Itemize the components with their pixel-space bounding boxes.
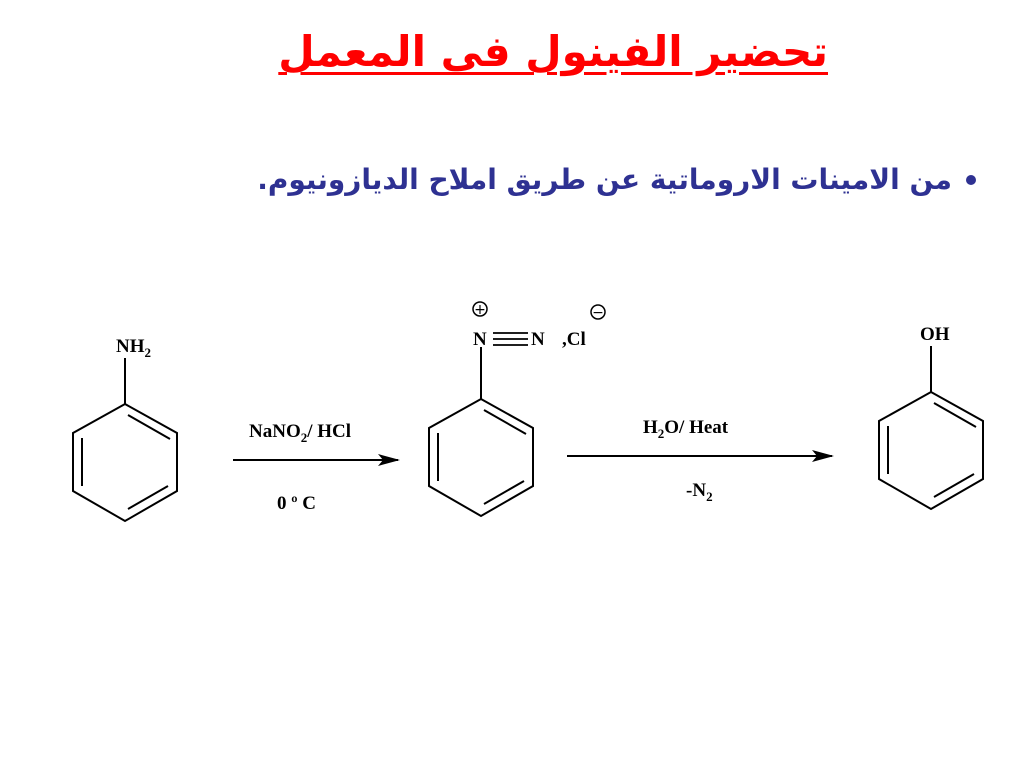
step1-condition-label: 0 º C — [277, 493, 316, 514]
phenol-double-bond — [934, 403, 976, 427]
amino-group-label: $NH_2$ — [116, 336, 151, 360]
hydroxyl-group-label: OH — [920, 324, 950, 345]
step2-reagent-label: $H_2O/$ Heat — [643, 417, 729, 441]
diazonium-n2-label: N — [531, 329, 545, 350]
diazonium-structure — [429, 302, 605, 516]
phenol-ring — [879, 392, 983, 509]
aniline-double-bond — [128, 415, 170, 439]
aniline-structure — [73, 336, 177, 521]
diazonium-double-bond — [484, 410, 526, 434]
negative-charge-symbol: − — [592, 305, 604, 321]
diazonium-double-bond — [484, 481, 524, 504]
step2-byproduct-label: $-N_2$ — [686, 480, 713, 504]
bullet-text: من الامينات الاروماتية عن طريق املاح الديازونيوم. — [257, 163, 952, 196]
aniline-ring — [73, 404, 177, 521]
aniline-double-bond — [128, 486, 168, 509]
phenol-double-bond — [934, 474, 974, 497]
reaction-step-1 — [233, 421, 398, 514]
diazonium-ring — [429, 399, 533, 516]
phenol-structure — [879, 324, 983, 509]
chloride-counter-ion-label: ,Cl — [562, 329, 586, 350]
slide-title: تحضير الفينول فى المعمل — [278, 27, 828, 76]
diazonium-n1-label: N — [473, 329, 487, 350]
reaction-step-2 — [567, 417, 832, 504]
positive-charge-symbol: + — [474, 302, 486, 318]
step1-reagent-label: NaNO$_2$/ HCl — [249, 421, 352, 445]
